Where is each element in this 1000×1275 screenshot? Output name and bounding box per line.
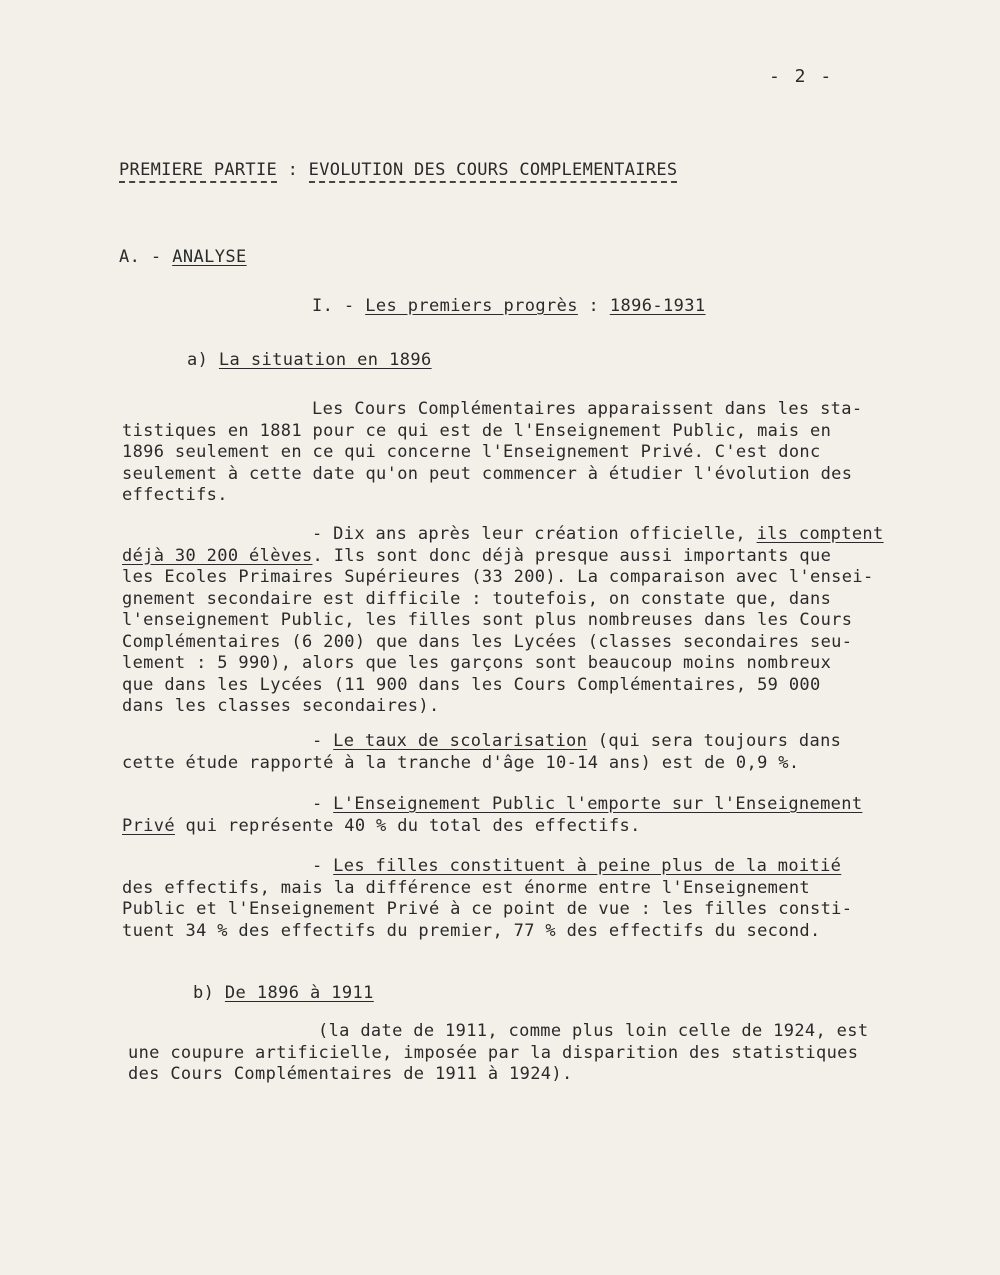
paragraph-line: Public et l'Enseignement Privé à ce point de vue : les filles consti-	[122, 899, 853, 919]
part-heading-separator: :	[287, 160, 299, 180]
section-heading-title: ANALYSE	[172, 247, 247, 267]
subsection-a-title: La situation en 1896	[218, 350, 432, 370]
text-run: -	[312, 731, 334, 751]
paragraph-line: cette étude rapporté à la tranche d'âge 10-14 ans) est de 0,9 %.	[122, 752, 800, 773]
paragraph-line: les Ecoles Primaires Supérieures (33 200). La comparaison avec l'ensei-	[122, 567, 874, 587]
paragraph-line: effectifs.	[122, 485, 228, 505]
paragraph-line: Complémentaires (6 200) que dans les Lycées (classes secondaires seu-	[122, 631, 853, 652]
chapter-heading-separator: :	[588, 296, 600, 316]
paragraph-line: tistiques en 1881 pour ce qui est de l'Enseignement Public, mais en	[122, 420, 832, 441]
paragraph-line: gnement secondaire est difficile : toutefois, on constate que, dans	[122, 588, 832, 609]
paragraph-line: que dans les Lycées (11 900 dans les Cours Complémentaires, 59 000	[122, 674, 821, 695]
paragraph-line	[122, 856, 852, 878]
chapter-heading-years: 1896-1931	[609, 296, 706, 316]
subsection-a-prefix: a)	[187, 350, 209, 370]
paragraph-line	[122, 731, 841, 753]
text-run: (qui sera toujours dans	[587, 731, 842, 751]
subsection-b-prefix: b)	[193, 983, 215, 1003]
underlined-text: Privé	[122, 815, 175, 836]
page-number: - 2 -	[769, 66, 834, 87]
underlined-text: ils comptent	[756, 524, 884, 544]
paragraph-line	[122, 794, 862, 816]
paragraph-1	[122, 399, 862, 507]
paragraph-line: des Cours Complémentaires de 1911 à 1924).	[128, 1064, 573, 1084]
part-heading	[119, 160, 677, 180]
paragraph-4	[122, 794, 862, 837]
paragraph-line: l'enseignement Public, les filles sont plus nombreuses dans les Cours	[122, 610, 853, 630]
paragraph-line: 1896 seulement en ce qui concerne l'Enseignement Privé. C'est donc	[122, 442, 821, 462]
underlined-text: Les filles constituent à peine plus de la moitié	[333, 856, 842, 876]
paragraph-line: une coupure artificielle, imposée par la disparition des statistiques	[128, 1042, 859, 1063]
text-run: -	[312, 794, 334, 814]
chapter-heading-prefix: I. -	[312, 296, 355, 316]
paragraph-line: des effectifs, mais la différence est énorme entre l'Enseignement	[122, 877, 811, 898]
text-run: . Ils sont donc déjà presque aussi importants que	[312, 545, 832, 566]
paragraph-line	[122, 524, 884, 546]
section-heading-prefix: A. -	[119, 247, 162, 267]
subsection-heading-a	[187, 350, 432, 370]
paragraph-line: dans les classes secondaires).	[122, 696, 440, 716]
subsection-heading-b	[193, 983, 374, 1003]
text-run: qui représente 40 % du total des effectifs.	[174, 815, 641, 836]
paragraph-line	[122, 546, 884, 568]
part-heading-title: EVOLUTION DES COURS COMPLEMENTAIRES	[309, 160, 678, 183]
text-run: - Dix ans après leur création officielle,	[312, 524, 757, 544]
underlined-text: Le taux de scolarisation	[333, 731, 588, 751]
paragraph-3	[122, 731, 841, 774]
underlined-text: déjà 30 200 élèves	[122, 545, 313, 566]
paragraph-line: Les Cours Complémentaires apparaissent dans les sta-	[312, 399, 863, 419]
paragraph-line: seulement à cette date qu'on peut commencer à étudier l'évolution des	[122, 463, 853, 484]
text-run: -	[312, 856, 334, 876]
chapter-heading	[312, 296, 706, 316]
paragraph-6	[128, 1021, 868, 1086]
paragraph-line: lement : 5 990), alors que les garçons sont beaucoup moins nombreux	[122, 653, 832, 673]
paragraph-2	[122, 524, 884, 718]
chapter-heading-title: Les premiers progrès	[365, 296, 578, 316]
paragraph-5	[122, 856, 852, 942]
paragraph-line: tuent 34 % des effectifs du premier, 77 % des effectifs du second.	[122, 920, 821, 941]
paragraph-line	[122, 816, 862, 838]
subsection-b-title: De 1896 à 1911	[224, 983, 374, 1003]
part-heading-prefix: PREMIERE PARTIE	[119, 160, 277, 183]
underlined-text: L'Enseignement Public l'emporte sur l'Enseignement	[333, 794, 863, 814]
paragraph-line: (la date de 1911, comme plus loin celle de 1924, est	[318, 1021, 869, 1041]
section-heading	[119, 247, 247, 267]
